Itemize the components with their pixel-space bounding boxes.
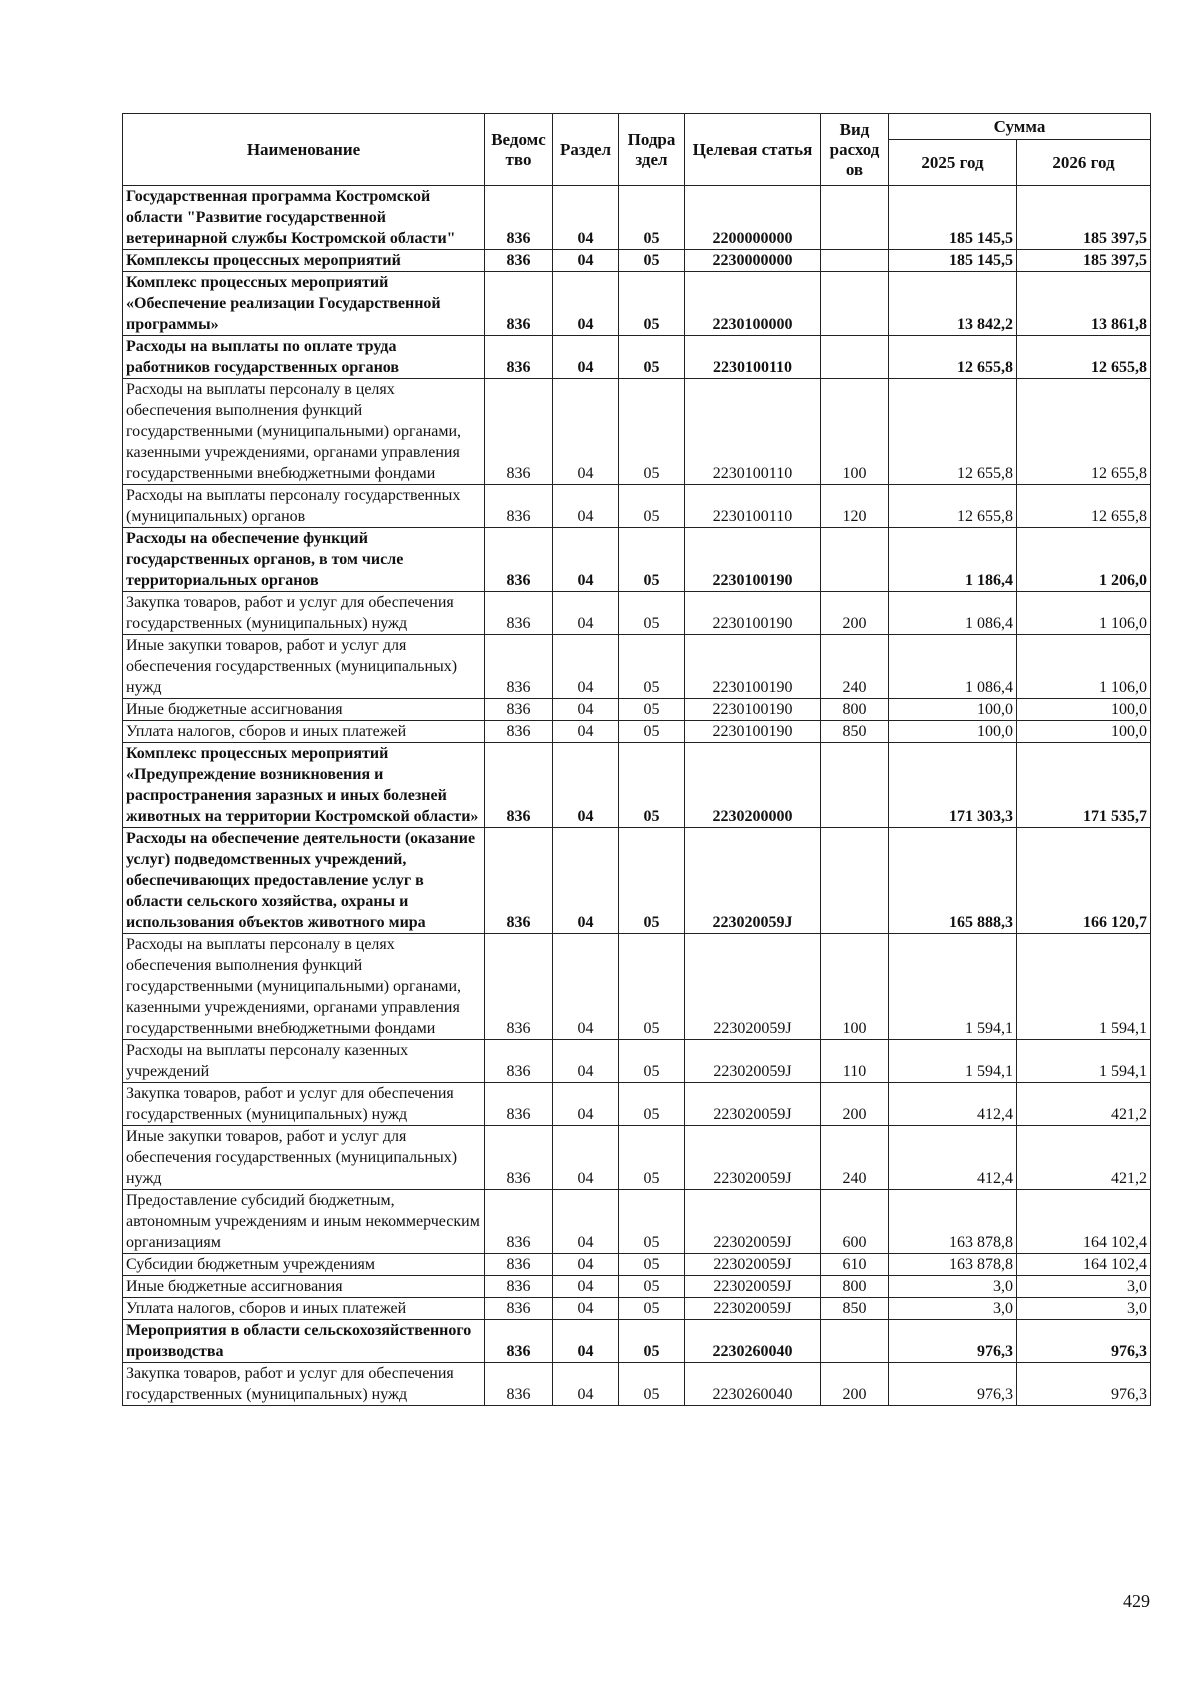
table-body [123,186,1151,1406]
cell-section: 04 [553,1320,619,1363]
cell-department: 836 [485,379,553,485]
cell-department: 836 [485,1040,553,1083]
table-row [123,485,1151,528]
cell-sum-2026: 164 102,4 [1017,1190,1151,1254]
cell-sum-2025: 163 878,8 [889,1254,1017,1276]
cell-expense-type: 100 [821,934,889,1040]
cell-expense-type: 200 [821,1083,889,1126]
cell-sum-2025: 185 145,5 [889,186,1017,250]
cell-sum-2025: 3,0 [889,1276,1017,1298]
cell-department: 836 [485,1298,553,1320]
cell-expense-type: 110 [821,1040,889,1083]
cell-section: 04 [553,1126,619,1190]
cell-section: 04 [553,699,619,721]
cell-expense-type: 600 [821,1190,889,1254]
cell-department: 836 [485,721,553,743]
table-row [123,250,1151,272]
cell-section: 04 [553,934,619,1040]
cell-subsection: 05 [619,934,685,1040]
cell-subsection: 05 [619,1083,685,1126]
header-department: Ведомс тво [485,114,553,186]
header-expense-type: Вид расход ов [821,114,889,186]
cell-target-article: 223020059J [685,934,821,1040]
cell-sum-2026: 171 535,7 [1017,743,1151,828]
cell-sum-2026: 976,3 [1017,1363,1151,1406]
cell-expense-type: 800 [821,1276,889,1298]
header-target-article: Целевая статья [685,114,821,186]
cell-expense-type [821,336,889,379]
cell-section: 04 [553,743,619,828]
cell-target-article: 223020059J [685,1276,821,1298]
table-row [123,699,1151,721]
cell-subsection: 05 [619,1254,685,1276]
cell-section: 04 [553,485,619,528]
cell-expense-type [821,828,889,934]
cell-sum-2025: 3,0 [889,1298,1017,1320]
cell-subsection: 05 [619,592,685,635]
cell-name: Уплата налогов, сборов и иных платежей [123,721,485,743]
cell-name: Уплата налогов, сборов и иных платежей [123,1298,485,1320]
cell-sum-2025: 1 186,4 [889,528,1017,592]
cell-sum-2026: 185 397,5 [1017,250,1151,272]
cell-target-article: 223020059J [685,1083,821,1126]
cell-name: Закупка товаров, работ и услуг для обеспечения государственных (муниципальных) нужд [123,592,485,635]
cell-target-article: 223020059J [685,1190,821,1254]
header-subsection: Подра здел [619,114,685,186]
cell-sum-2025: 163 878,8 [889,1190,1017,1254]
cell-target-article: 2230100110 [685,379,821,485]
page-number: 429 [1123,1591,1150,1611]
cell-target-article: 223020059J [685,1040,821,1083]
cell-section: 04 [553,1363,619,1406]
cell-section: 04 [553,635,619,699]
cell-section: 04 [553,336,619,379]
cell-expense-type: 800 [821,699,889,721]
cell-department: 836 [485,1254,553,1276]
cell-target-article: 2230100000 [685,272,821,336]
cell-sum-2026: 3,0 [1017,1276,1151,1298]
cell-subsection: 05 [619,336,685,379]
table-row [123,743,1151,828]
cell-name: Закупка товаров, работ и услуг для обеспечения государственных (муниципальных) нужд [123,1083,485,1126]
cell-name: Расходы на обеспечение функций государственных органов, в том числе территориальных органов [123,528,485,592]
cell-target-article: 2230260040 [685,1320,821,1363]
table-row [123,1298,1151,1320]
cell-expense-type: 850 [821,1298,889,1320]
table-row [123,1083,1151,1126]
cell-department: 836 [485,743,553,828]
cell-subsection: 05 [619,1040,685,1083]
header-name: Наименование [123,114,485,186]
cell-department: 836 [485,1126,553,1190]
cell-section: 04 [553,250,619,272]
cell-subsection: 05 [619,485,685,528]
cell-sum-2025: 165 888,3 [889,828,1017,934]
cell-name: Иные закупки товаров, работ и услуг для обеспечения государственных (муниципальных) нужд [123,635,485,699]
table-row [123,828,1151,934]
cell-section: 04 [553,1254,619,1276]
cell-name: Расходы на выплаты персоналу в целях обеспечения выполнения функций государственными (муниципальными) органами, казенными учреждениями, органами управления государственными внебюджетными фондами [123,379,485,485]
cell-section: 04 [553,1190,619,1254]
cell-target-article: 223020059J [685,1126,821,1190]
cell-name: Иные бюджетные ассигнования [123,699,485,721]
cell-target-article: 2230200000 [685,743,821,828]
cell-subsection: 05 [619,250,685,272]
cell-department: 836 [485,336,553,379]
cell-target-article: 2230100110 [685,485,821,528]
cell-name: Комплексы процессных мероприятий [123,250,485,272]
cell-subsection: 05 [619,1363,685,1406]
cell-subsection: 05 [619,743,685,828]
cell-target-article: 2200000000 [685,186,821,250]
cell-department: 836 [485,1190,553,1254]
header-year-2025: 2025 год [889,140,1017,186]
cell-target-article: 2230100190 [685,635,821,699]
cell-expense-type [821,1320,889,1363]
cell-expense-type [821,272,889,336]
cell-sum-2026: 421,2 [1017,1083,1151,1126]
cell-department: 836 [485,485,553,528]
cell-expense-type: 850 [821,721,889,743]
cell-sum-2025: 13 842,2 [889,272,1017,336]
cell-name: Мероприятия в области сельскохозяйственного производства [123,1320,485,1363]
cell-subsection: 05 [619,721,685,743]
table-row [123,1320,1151,1363]
cell-target-article: 223020059J [685,1298,821,1320]
table-row [123,1254,1151,1276]
cell-section: 04 [553,828,619,934]
cell-department: 836 [485,934,553,1040]
cell-sum-2026: 1 106,0 [1017,592,1151,635]
cell-name: Закупка товаров, работ и услуг для обеспечения государственных (муниципальных) нужд [123,1363,485,1406]
cell-sum-2026: 3,0 [1017,1298,1151,1320]
cell-target-article: 2230100190 [685,592,821,635]
cell-sum-2026: 185 397,5 [1017,186,1151,250]
table-row [123,1190,1151,1254]
cell-subsection: 05 [619,379,685,485]
cell-target-article: 2230100190 [685,528,821,592]
cell-department: 836 [485,1276,553,1298]
table-header [123,114,1151,186]
cell-sum-2025: 100,0 [889,699,1017,721]
cell-department: 836 [485,1363,553,1406]
cell-sum-2025: 412,4 [889,1126,1017,1190]
cell-name: Иные бюджетные ассигнования [123,1276,485,1298]
cell-name: Комплекс процессных мероприятий «Обеспечение реализации Государственной программы» [123,272,485,336]
cell-sum-2025: 976,3 [889,1363,1017,1406]
cell-department: 836 [485,272,553,336]
cell-section: 04 [553,528,619,592]
cell-name: Расходы на выплаты по оплате труда работников государственных органов [123,336,485,379]
table-row [123,1040,1151,1083]
cell-name: Расходы на обеспечение деятельности (оказание услуг) подведомственных учреждений, обеспечивающих предоставление услуг в области сельского хозяйства, охраны и использования объектов животного мира [123,828,485,934]
cell-department: 836 [485,1320,553,1363]
cell-section: 04 [553,272,619,336]
cell-sum-2026: 100,0 [1017,721,1151,743]
cell-department: 836 [485,635,553,699]
cell-expense-type [821,250,889,272]
cell-expense-type: 240 [821,1126,889,1190]
cell-sum-2025: 976,3 [889,1320,1017,1363]
cell-sum-2026: 164 102,4 [1017,1254,1151,1276]
cell-section: 04 [553,1083,619,1126]
table-row [123,1126,1151,1190]
cell-department: 836 [485,592,553,635]
cell-sum-2025: 412,4 [889,1083,1017,1126]
table-row [123,721,1151,743]
cell-sum-2025: 185 145,5 [889,250,1017,272]
cell-subsection: 05 [619,699,685,721]
cell-section: 04 [553,592,619,635]
cell-department: 836 [485,699,553,721]
cell-sum-2026: 421,2 [1017,1126,1151,1190]
cell-section: 04 [553,1276,619,1298]
cell-sum-2026: 1 206,0 [1017,528,1151,592]
cell-department: 836 [485,828,553,934]
table-row [123,635,1151,699]
header-year-2026: 2026 год [1017,140,1151,186]
cell-sum-2026: 1 594,1 [1017,934,1151,1040]
cell-sum-2026: 13 861,8 [1017,272,1151,336]
cell-sum-2025: 1 086,4 [889,635,1017,699]
cell-name: Государственная программа Костромской области "Развитие государственной ветеринарной службы Костромской области" [123,186,485,250]
cell-expense-type [821,528,889,592]
cell-name: Расходы на выплаты персоналу государственных (муниципальных) органов [123,485,485,528]
cell-expense-type: 200 [821,1363,889,1406]
cell-section: 04 [553,1298,619,1320]
cell-sum-2025: 12 655,8 [889,485,1017,528]
table-row [123,272,1151,336]
cell-sum-2026: 1 594,1 [1017,1040,1151,1083]
cell-subsection: 05 [619,1320,685,1363]
table-row [123,934,1151,1040]
cell-sum-2026: 166 120,7 [1017,828,1151,934]
table-row [123,186,1151,250]
cell-sum-2026: 100,0 [1017,699,1151,721]
table-row [123,592,1151,635]
cell-sum-2026: 12 655,8 [1017,379,1151,485]
cell-expense-type: 100 [821,379,889,485]
cell-sum-2025: 1 594,1 [889,1040,1017,1083]
header-section: Раздел [553,114,619,186]
cell-section: 04 [553,379,619,485]
cell-name: Комплекс процессных мероприятий «Предупреждение возникновения и распространения заразных и иных болезней животных на территории Костромской области» [123,743,485,828]
cell-sum-2025: 1 594,1 [889,934,1017,1040]
cell-sum-2025: 100,0 [889,721,1017,743]
table-row [123,379,1151,485]
cell-sum-2025: 1 086,4 [889,592,1017,635]
cell-target-article: 2230100110 [685,336,821,379]
cell-target-article: 2230100190 [685,699,821,721]
header-sum: Сумма [889,114,1151,140]
cell-subsection: 05 [619,828,685,934]
cell-department: 836 [485,528,553,592]
cell-expense-type [821,743,889,828]
cell-target-article: 2230000000 [685,250,821,272]
cell-target-article: 2230100190 [685,721,821,743]
cell-name: Субсидии бюджетным учреждениям [123,1254,485,1276]
cell-section: 04 [553,186,619,250]
cell-department: 836 [485,250,553,272]
cell-sum-2026: 1 106,0 [1017,635,1151,699]
cell-expense-type [821,186,889,250]
table-row [123,1276,1151,1298]
cell-target-article: 2230260040 [685,1363,821,1406]
cell-subsection: 05 [619,528,685,592]
table-row [123,1363,1151,1406]
cell-expense-type: 240 [821,635,889,699]
cell-subsection: 05 [619,1298,685,1320]
cell-target-article: 223020059J [685,828,821,934]
cell-target-article: 223020059J [685,1254,821,1276]
cell-sum-2026: 12 655,8 [1017,485,1151,528]
cell-section: 04 [553,721,619,743]
cell-subsection: 05 [619,635,685,699]
cell-sum-2025: 12 655,8 [889,336,1017,379]
cell-subsection: 05 [619,1190,685,1254]
cell-expense-type: 200 [821,592,889,635]
cell-sum-2025: 171 303,3 [889,743,1017,828]
cell-name: Иные закупки товаров, работ и услуг для обеспечения государственных (муниципальных) нужд [123,1126,485,1190]
table-row [123,336,1151,379]
cell-name: Предоставление субсидий бюджетным, автономным учреждениям и иным некоммерческим организациям [123,1190,485,1254]
cell-department: 836 [485,1083,553,1126]
table-row [123,528,1151,592]
cell-name: Расходы на выплаты персоналу казенных учреждений [123,1040,485,1083]
cell-sum-2026: 976,3 [1017,1320,1151,1363]
cell-subsection: 05 [619,1276,685,1298]
cell-expense-type: 120 [821,485,889,528]
cell-name: Расходы на выплаты персоналу в целях обеспечения выполнения функций государственными (муниципальными) органами, казенными учреждениями, органами управления государственными внебюджетными фондами [123,934,485,1040]
budget-table [122,113,1151,1406]
cell-subsection: 05 [619,186,685,250]
cell-department: 836 [485,186,553,250]
cell-sum-2026: 12 655,8 [1017,336,1151,379]
cell-expense-type: 610 [821,1254,889,1276]
cell-section: 04 [553,1040,619,1083]
cell-subsection: 05 [619,272,685,336]
cell-sum-2025: 12 655,8 [889,379,1017,485]
cell-subsection: 05 [619,1126,685,1190]
